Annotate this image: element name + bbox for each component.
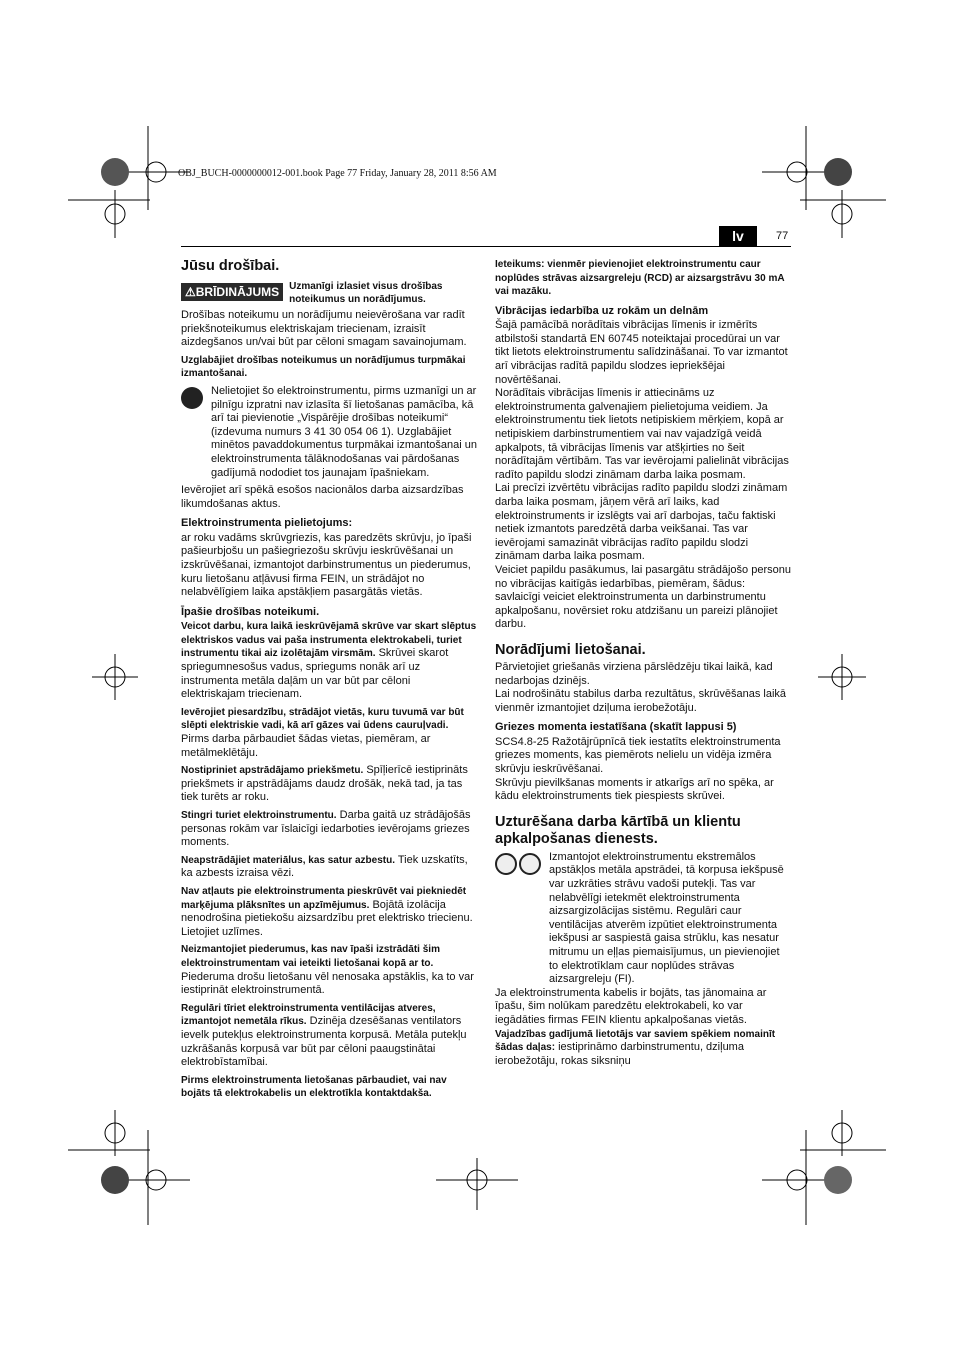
service-icon-paragraph xyxy=(495,851,791,987)
warning-box xyxy=(181,281,477,306)
right-column xyxy=(495,258,791,1072)
safety-item: Veicot darbu, kura laikā ieskrūvējamā skrūve var skart slēptus elektriskos vadus vai paša instrumenta elektrokabeli, turiet instrumentu tikai aiz izolētajām virsmām. Skrūvei skarot spriegumnesošus vadus, spriegums nonāk arī uz instrumenta metāla daļām un var būt par cēloni elektriskajam triecienam. xyxy=(181,621,477,701)
safety-item: Neapstrādājiet materiālus, kas satur azbestu. Tiek uzskatīts, ka azbests izraisa vēzi. xyxy=(181,853,468,880)
paragraph: Veiciet papildu pasākumus, lai pasargātu strādājošo personu no vibrācijas kaitīgās iedarbības, piemēram, šādus: savlaicīgi veiciet elektroinstrumenta un darbinstrumentu apkalpošanu, novērsiet roku atdzišanu un pareizi plānojiet darbu. xyxy=(495,563,791,631)
paragraph: Pārvietojiet griešanās virziena pārslēdzēju tikai laikā, kad nedarbojas dzinējs. xyxy=(495,660,773,687)
paragraph: Drošības noteikumu un norādījumu neievērošana var radīt priekšnoteikumus elektriskajam triecienam, izraisīt aizdegšanos un/vai būt par cēloni smagam savainojumam. xyxy=(181,309,467,349)
safety-item: Regulāri tīriet elektroinstrumenta ventilācijas atveres, izmantojot nemetāla rīkus. Dzinēja dzesēšanas ventilators ievelk putekļus elektroinstrumenta korpusā. Metāla putekļu uzkrāšanās korpusā var būt par cēloni paaugstinātai elektrobīstamībai. xyxy=(181,1002,467,1069)
replaceable-parts: Vajadzības gadījumā lietotājs var saviem spēkiem nomainīt šādas daļas: iestiprināmo darbinstrumentu, dziļuma ierobežotāju, rokas siksniņu xyxy=(495,1028,776,1067)
safety-item: Neizmantojiet piederumus, kas nav īpaši izstrādāti šim elektroinstrumentam vai ieteikti lietošanai kopā ar to. Piederuma drošu lietošanu vēl nenosaka apstāklis, ka to var iestiprināt elektroinstrumentā. xyxy=(181,944,474,997)
paragraph: Šajā pamācībā norādītais vibrācijas līmenis ir izmērīts atbilstoši standartā EN 60745 noteiktajai procedūrai un var tikt lietots elektroinstrumentu salīdzināšanai. To var izmantot arī vibrācijas radītā papildu slodzes iepriekšējai novērtēšanai. xyxy=(495,319,788,386)
file-header-line: OBJ_BUCH-0000000012-001.book Page 77 Friday, January 28, 2011 8:56 AM xyxy=(178,168,497,179)
header-rule xyxy=(181,246,791,247)
warning-label: ⚠BRĪDINĀJUMS xyxy=(181,283,283,301)
read-manual-paragraph xyxy=(181,385,477,484)
protective-equipment-icons xyxy=(495,853,543,987)
read-manual-icon xyxy=(181,387,203,409)
paragraph: Lai precīzi izvērtētu vibrācijas radīto papildu slodzi zināmam darba laika posmam, jāņem vērā arī laiks, kad elektroinstruments ir izslēgts vai arī darbojas, taču faktiski netiek izmantots paredzētā darba veikšanai. Tas var ievērojami samazināt vibrācijas radīto papildu slodzi zināmam darba laika posmam. xyxy=(495,482,788,563)
page-number: 77 xyxy=(776,230,789,242)
safety-item: Nav atļauts pie elektroinstrumenta pieskrūvēt vai piekniedēt marķējuma plāksnītes un apzīmējumus. Bojātā izolācija nenodrošina pietiekošu aizsardzību pret elektrisko triecienu. Lietojiet uzlīmes. xyxy=(181,885,473,938)
safety-item: Pirms elektroinstrumenta lietošanas pārbaudiet, vai nav bojāts tā elektrokabelis un elektrotīkla kontaktdakša. xyxy=(181,1074,447,1100)
compressed-air-icon xyxy=(519,853,541,875)
bold-paragraph: Uzglabājiet drošības noteikumus un norādījumus turpmākai izmantošanai. xyxy=(181,354,466,380)
section-title-safety: Jūsu drošībai. xyxy=(181,258,280,274)
heading-vibration: Vibrācijas iedarbība uz rokām un delnām xyxy=(495,304,709,317)
paragraph: Izmantojot elektroinstrumentu ekstremālos apstākļos metāla apstrādei, tā korpusa iekšpusē var uzkrāties strāvu vadoši putekļi. Tas var nelabvēlīgi ietekmēt elektroinstrumenta aizsargizolācijas sistēmu. Regulāri caur ventilācijas atverēm izpūtiet elektroinstrumenta iekšpusi ar saspiestā gaisa strūklu, kas nesatur mitrumu un eļļas piemaisījumus, un pievienojiet to elektrotīklam caur noplūdes strāvas aizsargreleju (FI). xyxy=(549,850,784,986)
paragraph: Lai nodrošinātu stabilus darba rezultātus, skrūvēšanas laikā vienmēr izmantojiet dziļuma ierobežotāju. xyxy=(495,688,787,714)
left-column xyxy=(181,258,477,1105)
heading-use: Elektroinstrumenta pielietojums: xyxy=(181,517,353,530)
paragraph: Skrūvju pievilkšanas moments ir atkarīgs arī no spēka, ar kādu elektroinstruments tiek piespiests skrūvei. xyxy=(495,776,774,803)
language-badge: lv xyxy=(719,226,757,246)
paragraph: Ievērojiet arī spēkā esošos nacionālos darba aizsardzības likumdošanas aktus. xyxy=(181,484,464,510)
safety-item: Nostipriniet apstrādājamo priekšmetu. Spīļierīcē iestiprināts priekšmets ir apstrādājams daudz drošāk, nekā tad, ja tas tiek turēts ar roku. xyxy=(181,764,468,804)
paragraph: SCS4.8-25 Ražotājrūpnīcā tiek iestatīts elektroinstrumenta griezes moments, kas piemērots nelielu un vidēja izmēra skrūvju ieskrūvēšanai. xyxy=(495,735,781,775)
rcd-recommendation: Ieteikums: vienmēr pievienojiet elektroinstrumentu caur noplūdes strāvas aizsargreleju (RCD) ar aizsargstrāvu 30 mA vai mazāku. xyxy=(495,259,785,298)
paragraph: Nelietojiet šo elektroinstrumentu, pirms uzmanīgi un ar pilnīgu izpratni nav izlasīta šī lietošanas pamācība, kā arī tai pievienotie „Vispārējie drošības noteikumi“ (izdevuma numurs 3 41 30 054 06 1). Uzglabājiet minētos pavaddokumentus turpmākai izmantošanai un elektroinstrumenta tālāknodošanas vai pārdošanas gadījumā nododiet tos jaunajam īpašniekam. xyxy=(211,384,477,479)
safety-item: Ievērojiet piesardzību, strādājot vietās, kuru tuvumā var būt slēpti elektriskie vadi, kā arī gāzes vai ūdens cauruļvadi. Pirms darba pārbaudiet šādas vietas, piemēram, ar metālmeklētāju. xyxy=(181,706,464,759)
paragraph: ar roku vadāms skrūvgriezis, kas paredzēts skrūvju, jo īpaši pašieurbjošu un pašiegriezošu skrūvju ieskrūvēšanai un izskrūvēšanai, izmantojot darbinstrumentus un piederumus, kuru lietošanu atļāvusi firma FEIN, un strādājot no nelabvēlīgiem laika apstākļiem pasargātās vietās. xyxy=(181,531,472,599)
safety-item: Stingri turiet elektroinstrumentu. Darba gaitā uz strādājošās personas rokām var īslaicīgi iedarboties ievērojams griezes moments. xyxy=(181,809,471,849)
paragraph: Ja elektroinstrumenta kabelis ir bojāts, tas jānomaina ar īpašu, šim nolūkam paredzētu elektrokabeli, ko var iegādāties firmas FEIN klientu apkalpošanas vietās. xyxy=(495,986,767,1026)
warning-text: Uzmanīgi izlasiet visus drošības noteikumus un norādījumus. xyxy=(289,281,443,305)
heading-usage-instructions: Norādījumi lietošanai. xyxy=(495,641,646,658)
heading-special-safety: Īpašie drošības noteikumi. xyxy=(181,605,320,618)
goggles-icon xyxy=(495,853,517,875)
heading-service: Uzturēšana darba kārtībā un klientu apkalpošanas dienests. xyxy=(495,813,741,847)
paragraph: Norādītais vibrācijas līmenis ir attiecināms uz elektroinstrumenta galvenajiem pielietojuma veidiem. Ja elektroinstrumentu tiek lietots netipiskiem mērķiem, kopā ar netipiskiem darbinstrumentiem vai nav vajadzīgā veidā apkalpots, tā vibrācijas līmenis var atšķirties no šeit norādītajām vērtībām. Tas var ievērojami palielināt vibrācijas radīto papildu slodzi zināmam darba laika posmam. xyxy=(495,387,789,481)
heading-torque: Griezes momenta iestatīšana (skatīt lappusi 5) xyxy=(495,721,737,734)
